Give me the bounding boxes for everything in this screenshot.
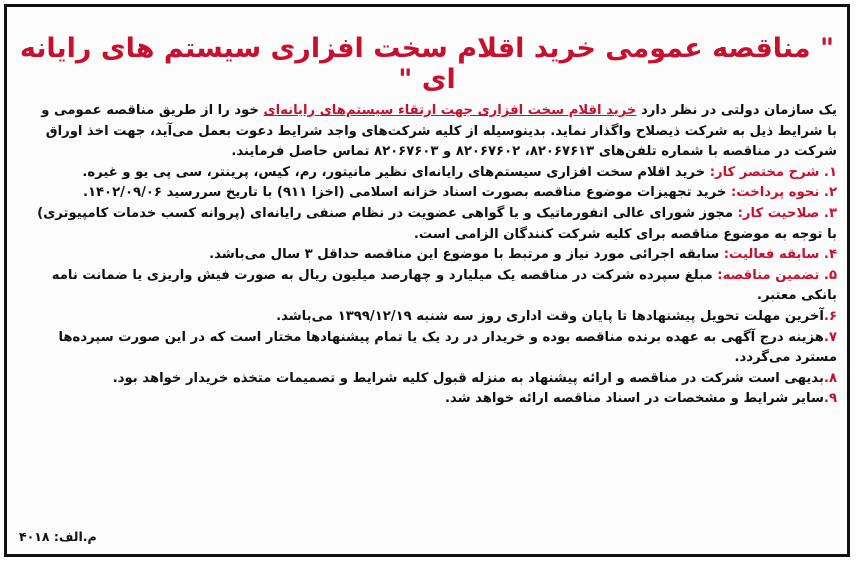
item-text: مجوز شورای عالی انفورماتیک و یا گواهی عضویت در نظام صنفی رایانه‌ای (پروانه کسب خدمات کامپیوتری): [37, 205, 738, 221]
item-number: ۷.: [823, 329, 837, 345]
notice-title: " مناقصه عمومی خرید اقلام سخت افزاری سیستم های رایانه ای ": [19, 33, 835, 95]
intro-line-1: [17, 101, 837, 122]
item-number: ۲.: [823, 185, 837, 201]
item-number: ۸.: [823, 370, 837, 386]
item-key: نحوه پرداخت:: [731, 185, 820, 201]
item-number: ۵.: [823, 267, 837, 283]
item-number: ۳.: [823, 205, 837, 221]
item-3-continuation: با توجه به موضوع مناقصه برای کلیه شرکت کنندگان الزامی است.: [413, 226, 837, 242]
item-text: خرید اقلام سخت افزاری سیستم‌های رایانه‌ای نظیر مانیتور، رم، کیس، پرینتر، سی پی یو و غیره.: [82, 164, 710, 180]
intro-line-3: شرکت در مناقصه با شماره تلفن‌های ۸۲۰۶۷۶۱۳، ۸۲۰۶۷۶۰۲ و ۸۲۰۶۷۶۰۳ تماس حاصل فرمایند.: [231, 144, 837, 160]
intro-after: خود را از طریق مناقصه عمومی و: [41, 103, 264, 118]
intro-emphasis: خرید اقلام سخت افزاری جهت ارتقاء سیستم‌های رایانه‌ای: [263, 103, 637, 118]
item-7-continuation: مسترد می‌گردد.: [734, 350, 837, 366]
item-number: ۱.: [823, 164, 837, 180]
item-9: [17, 389, 837, 410]
item-number: ۶.: [823, 308, 837, 324]
intro-before: یک سازمان دولتی در نظر دارد: [636, 103, 837, 118]
item-text: آخرین مهلت تحویل پیشنهادها تا پایان وقت اداری روز سه شنبه ۱۳۹۹/۱۲/۱۹ می‌باشد.: [276, 308, 824, 324]
item-4: [17, 245, 837, 266]
notice-frame: [4, 4, 850, 557]
footer-code: م.الف: ۴۰۱۸: [19, 529, 97, 544]
item-1: [17, 163, 837, 184]
item-text: سابقه اجرائی مورد نیاز و مرتبط با موضوع این مناقصه حداقل ۳ سال می‌باشد.: [209, 247, 724, 263]
notice-body: [17, 101, 837, 410]
item-2: [17, 183, 837, 204]
item-key: تضمین مناقصه:: [717, 267, 820, 283]
item-text: بدیهی است شرکت در مناقصه و ارائه پیشنهاد به منزله قبول کلیه شرایط و تصمیمات متخذه خریدار خواهد بود.: [112, 370, 824, 386]
item-text: مبلغ سپرده شرکت در مناقصه یک میلیارد و چهارصد میلیون ریال به صورت فیش واریزی یا ضمانت نامه: [51, 267, 718, 283]
item-5-continuation: بانکی معتبر.: [756, 288, 837, 304]
item-key: صلاحیت کار:: [737, 205, 820, 221]
item-6: [17, 307, 837, 328]
item-3: [17, 204, 837, 225]
item-number: ۹.: [823, 391, 837, 407]
intro-line-2: با شرایط ذیل به شرکت ذیصلاح واگذار نماید. بدینوسیله از کلیه شرکت‌های واجد شرایط دعوت بعمل می‌آید، جهت اخذ اوراق: [45, 123, 837, 139]
item-text: خرید تجهیزات موضوع مناقصه بصورت اسناد خزانه اسلامی (اخزا ۹۱۱) با تاریخ سررسید ۱۴۰۲/۰۹/۰۶.: [82, 185, 732, 201]
item-7: [17, 328, 837, 349]
item-key: شرح مختصر کار:: [709, 164, 820, 180]
item-text: سایر شرایط و مشخصات در اسناد مناقصه ارائه خواهد شد.: [444, 391, 824, 407]
item-text: هزینه درج آگهی به عهده برنده مناقصه بوده و خریدار در رد یک یا تمام پیشنهادها مختار است که در این صورت سپرده‌ها: [58, 329, 824, 345]
item-5: [17, 266, 837, 287]
item-key: سابقه فعالیت:: [723, 247, 820, 263]
item-number: ۴.: [823, 247, 837, 263]
item-8: [17, 369, 837, 390]
